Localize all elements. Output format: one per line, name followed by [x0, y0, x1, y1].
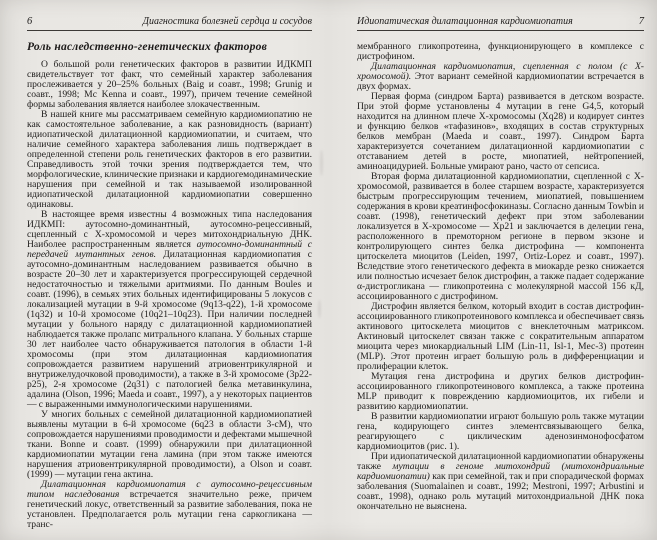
paragraph: [357, 42, 644, 62]
emphasis-text: мутации в геноме митохондрий (митохондриальные кардиомиопатии): [357, 461, 644, 482]
body-text: В настоящее время известны 4 возможных типа наследования ИДКМП: аутосомно-доминантный, аутосомно-рецессивный, сцепленный с Х-хромосомой и через митохондриальную ДНК. Наиболее распространенным является: [27, 209, 312, 250]
body-text: Мутация гена дистрофина и других белков дистрофин-ассоциированного гликопротеинового комплекса, а также протеина MLP приводит к повреждению кардиомиоцитов, их гибели и развитию кардиомиопатии.: [357, 371, 644, 412]
page-right: [357, 16, 644, 512]
page-header-left: [27, 16, 312, 31]
paragraph: [27, 110, 312, 210]
scan-smudge: [318, 300, 321, 318]
paragraph: [27, 410, 312, 480]
body-text: как при семейной, так и при спорадической формах заболевания (Suomalainen и соавт., 1992; Mestroni, 1997; Arbustini и соавт., 1998), однако роль мутаций митохондриальной ДНК пока окончательно не выяснена.: [357, 471, 644, 512]
body-text: Первая форма (синдром Барта) развивается в детском возрасте. При этой форме установлены 4 мутации в гене G4,5, который находится на длинном плече Х-хромосомы (Xq28) и кодирует синтез и функцию белков «тафазинов», входящих в состав структурных белков мембран (Maeda и соавт., 1997). Синдром Барта характеризуется сочетанием дилатационной кардиомиопатии с отставанием детей в росте, миопатией, нейтропенией, аминоацидурией. Больные умирают рано, часто от сепсиса.: [357, 91, 644, 172]
emphasis-text: Дилатационная кардиомиопатия, сцепленная с полом (с Х-хромосомой).: [357, 61, 644, 82]
scan-smudge: [320, 150, 323, 176]
page-body-right: [357, 42, 644, 512]
body-text: В развитии кардиомиопатии играют большую роль также мутации гена, кодирующего синтез элементсвязывающего белка, реагирующего с циклическим аденозинмонофосфатом кардиомиоцитов (рис. 1).: [357, 411, 644, 452]
paragraph: [357, 302, 644, 372]
section-title: Роль наследственно-генетических факторов: [27, 40, 267, 53]
body-text: встречается значительно реже, причем генетический локус, ответственный за развитие заболевания, пока не установлен. Предполагается роль мутации гена саркогликана — транс-: [27, 489, 313, 530]
paragraph: [27, 480, 312, 530]
emphasis-text: Дилатационная кардиомиопатия с аутосомно-рецессивным типом наследования: [27, 479, 312, 500]
running-title-left: Диагностика болезней сердца и сосудов: [142, 16, 312, 27]
paragraph: [357, 452, 644, 512]
page-left: [27, 16, 312, 530]
paragraph: [357, 412, 644, 452]
paragraph: [27, 210, 312, 410]
body-text: Вторая форма дилатационной кардиомиопатии, сцепленной с Х-хромосомой, развивается в более старшем возрасте, характеризуется быстрым прогрессирующим течением, миопатией, повышением содержания в крови креатинфосфокиназы. Согласно данным Towbin и соавт. (1998), генетический дефект при этом заболевании локализуется в Х-хромосоме — Хр21 и заключается в делеции гена, расположенного в премоторном регионе в первом экзоне и контролирующего синтез белка дистрофина — компонента цитоскелета миоцитов (Leiden, 1997, Ortiz-Lopez и соавт., 1997). Вследствие этого генетического дефекта в миокарде резко снижается или полностью исчезает белок дистрофин, а также падает содержание α-дистрогликана — гликопротеина с молекулярной массой 156 кД, ассоциированного с дистрофином.: [357, 171, 644, 302]
paragraph: [27, 60, 312, 110]
page-number-right: 7: [638, 16, 644, 27]
emphasis-text: аутосомно-доминантный с передачей мутантных генов.: [27, 239, 313, 260]
paragraph: [357, 372, 644, 412]
page-header-right: [357, 16, 644, 31]
page-body-left: [27, 60, 312, 530]
body-text: О большой роли генетических факторов в развитии ИДКМП свидетельствует тот факт, что семейный характер заболевания прослеживается у 20–25% больных (Baig и соавт., 1998; Grunig и соавт., 1998; Mc Kenna и соавт., 1997), причем течение семейной формы заболевания является наиболее злокачественным.: [27, 59, 312, 110]
body-text: мембранного гликопротеина, функционирующего в комплексе с дистрофином.: [357, 41, 644, 62]
page-number-left: 6: [27, 16, 33, 27]
body-text: Дилатационная кардиомиопатия с аутосомно-доминантным наследованием развивается обычно в возрасте 20–30 лет и характеризуется прогрессирующей сердечной недостаточностью и тяжелыми аритмиями. По данным Boules и соавт. (1996), в семьях этих больных идентифицированы 5 локусов с локализацией мутации в 9-й хромосоме (9q13-q22), 1-й хромосоме (1q32) и 10-й хромосоме (10q21–10q23). При наличии последней мутации у больного наряду с дилатационной кардиомиопатией наблюдается также пролапс митрального клапана. У больных старше 30 лет наиболее часто обнаруживается патология в области 1-й хромосомы (при этом дилатационная кардиомиопатия сопровождается развитием нарушений атриовентрикулярной и внутрижелудочковой проводимости), а также в 3-й хромосоме (3p22-p25), 2-я хромосоме (2q31) с патологией белка метавинкулина, адалина (Olson, 1996; Maeda и соавт., 1997), а у некоторых пациентов — с выраженными иммунологическими нарушениями.: [27, 249, 312, 410]
body-text: При идиопатической дилатационной кардиомиопатии обнаружены также: [357, 451, 644, 472]
paragraph: [357, 172, 644, 302]
body-text: У многих больных с семейной дилатационной кардиомиопатией выявлены мутации в 6-й хромосоме (6q23 в области 3-сМ), что сопровождается нарушениями проводимости и дефектами мышечной ткани. Bonne и соавт. (1999) обнаружили при дилатационной кардиомиопатии мутации гена ламина (при этом также имеются нарушения атриовентрикулярной проводимости), а Olson и соавт. (1999) — мутации гена актина.: [27, 409, 312, 480]
body-text: В нашей книге мы рассматриваем семейную кардиомиопатию не как самостоятельное заболевание, а как разновидность (вариант) идиопатической дилатационной кардиомиопатии, и считаем, что наличие семейного характера заболевания лишь подтверждает в определенной степени роль генетических факторов в его развитии. Справедливость этой точки зрения подтверждается тем, что морфологические, клинические признаки и кардиогемодинамические нарушения при семейной и так называемой изолированной идиопатической дилатационной кардиомиопатии совершенно одинаковы.: [27, 109, 312, 210]
paragraph: [357, 62, 644, 92]
body-text: Этот вариант семейной кардиомиопатии встречается в двух формах.: [357, 71, 644, 92]
paragraph: [357, 92, 644, 172]
body-text: Дистрофин является белком, который входит в состав дистрофин-ассоциированного гликопротеинового комплекса и обеспечивает связь актинового цитоскелета миоцитов с внеклеточным матриксом. Актиновый цитоскелет связан также с сократительным аппаратом миоцита через миокардиальный LIM (Lin-11, Isl-1, Мес-3) протеин (MLP). Этот протеин играет большую роль в дифференциации и пролиферации клеток.: [357, 301, 644, 372]
running-title-right: Идиопатическая дилатационная кардиомиопатия: [357, 16, 573, 27]
